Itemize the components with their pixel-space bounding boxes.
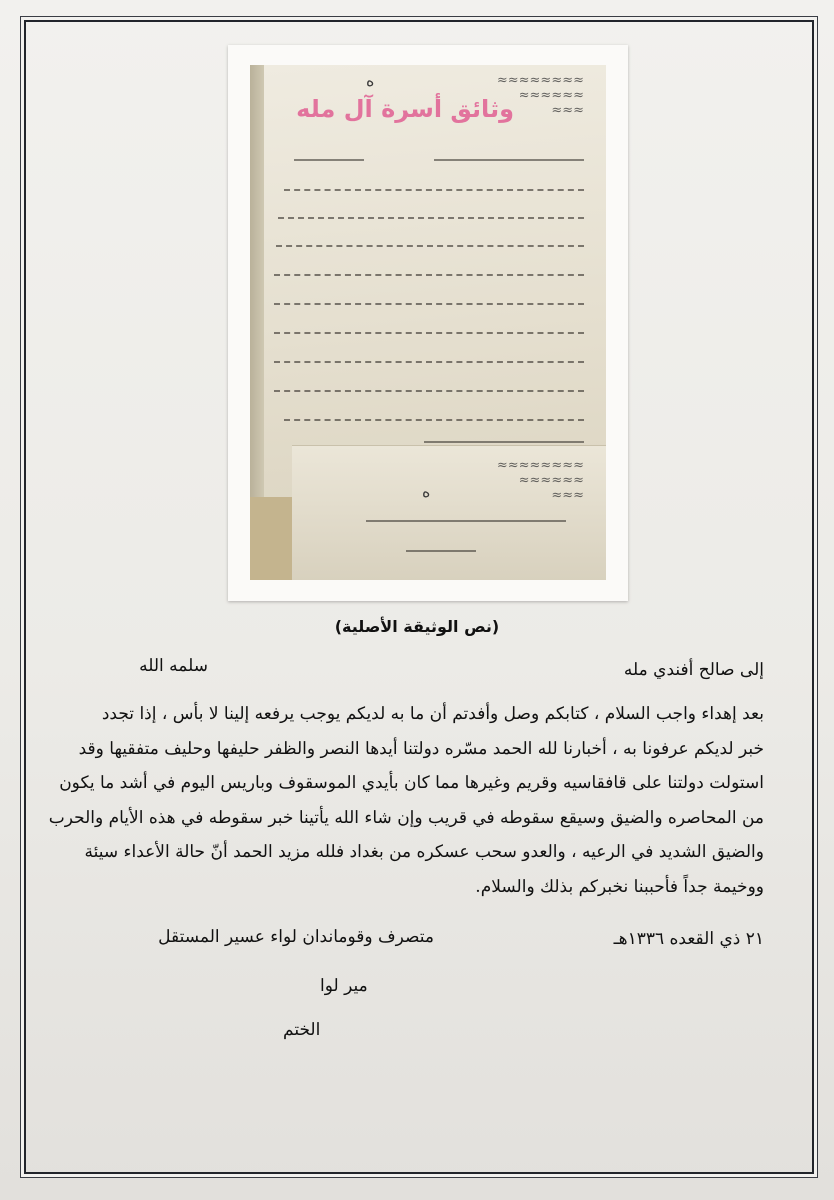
letter-seal-label: الختم bbox=[283, 1020, 321, 1040]
handwritten-line bbox=[284, 175, 584, 191]
handwritten-line bbox=[366, 506, 566, 522]
original-document-photo bbox=[250, 65, 606, 580]
letter-body-line: والضيق الشديد في الرعيه ، والعدو سحب عسكره من بغداد فلله مزيد الحمد أنّ حالة الأعداء سيئة bbox=[84, 842, 764, 862]
letter-paper-main bbox=[264, 65, 606, 497]
letter-date: ٢١ ذي القعده ١٣٣٦هـ bbox=[613, 929, 764, 949]
header-stamp: ≈≈≈≈≈≈≈≈ ≈≈≈≈≈≈ ≈≈≈ bbox=[496, 73, 584, 118]
handwritten-line bbox=[284, 405, 584, 421]
letter-body-line: استولت دولتنا على قافقاسيه وقريم وغيرها مما كان بأيدي الموسقوف وباريس اليوم في أشد ما يكون bbox=[59, 773, 764, 793]
watermark-title: وثائق أسرة آل مله bbox=[296, 95, 514, 123]
handwritten-line bbox=[274, 347, 584, 363]
envelope-mark: ه bbox=[422, 482, 431, 501]
header-mark: ه bbox=[366, 71, 375, 90]
handwritten-line bbox=[274, 318, 584, 334]
handwritten-line bbox=[406, 536, 476, 552]
handwritten-line bbox=[274, 260, 584, 276]
handwritten-line bbox=[278, 203, 584, 219]
handwritten-line bbox=[294, 145, 364, 161]
letter-body-line: بعد إهداء واجب السلام ، كتابكم وصل وأفدتم أن ما به لديكم يوجب يرفعه إلينا لا بأس ، إذا تجدد bbox=[101, 704, 764, 724]
letter-body-line: من المحاصره والضيق وسيقع سقوطه في قريب وإن شاء الله يأتينا خبر سقوطه في هذه الأيام والحرب bbox=[48, 807, 764, 828]
letter-signer: متصرف وقوماندان لواء عسير المستقل bbox=[158, 927, 434, 947]
handwritten-line bbox=[274, 376, 584, 392]
letter-paper-envelope bbox=[292, 445, 606, 580]
handwritten-line bbox=[424, 427, 584, 443]
document-caption: (نص الوثيقة الأصلية) bbox=[334, 617, 500, 636]
letter-addressee: إلى صالح أفندي مله bbox=[623, 660, 764, 680]
letter-body bbox=[48, 697, 764, 904]
letter-rank: مير لوا bbox=[320, 976, 368, 996]
handwritten-line bbox=[434, 145, 584, 161]
letter-body-line: ووخيمة جداً فأحببنا نخبركم بذلك والسلام. bbox=[475, 876, 764, 897]
handwritten-line bbox=[276, 231, 584, 247]
original-document-photo-card bbox=[228, 45, 628, 601]
handwritten-line bbox=[274, 289, 584, 305]
envelope-stamp: ≈≈≈≈≈≈≈≈ ≈≈≈≈≈≈ ≈≈≈ bbox=[496, 458, 584, 503]
letter-salutation: سلمه الله bbox=[139, 656, 208, 676]
letter-body-line: خبر لديكم عرفونا به ، أخبارنا لله الحمد مسّره دولتنا أيدها النصر والظفر حليفها وحليف متفقيها وقد bbox=[78, 738, 764, 759]
